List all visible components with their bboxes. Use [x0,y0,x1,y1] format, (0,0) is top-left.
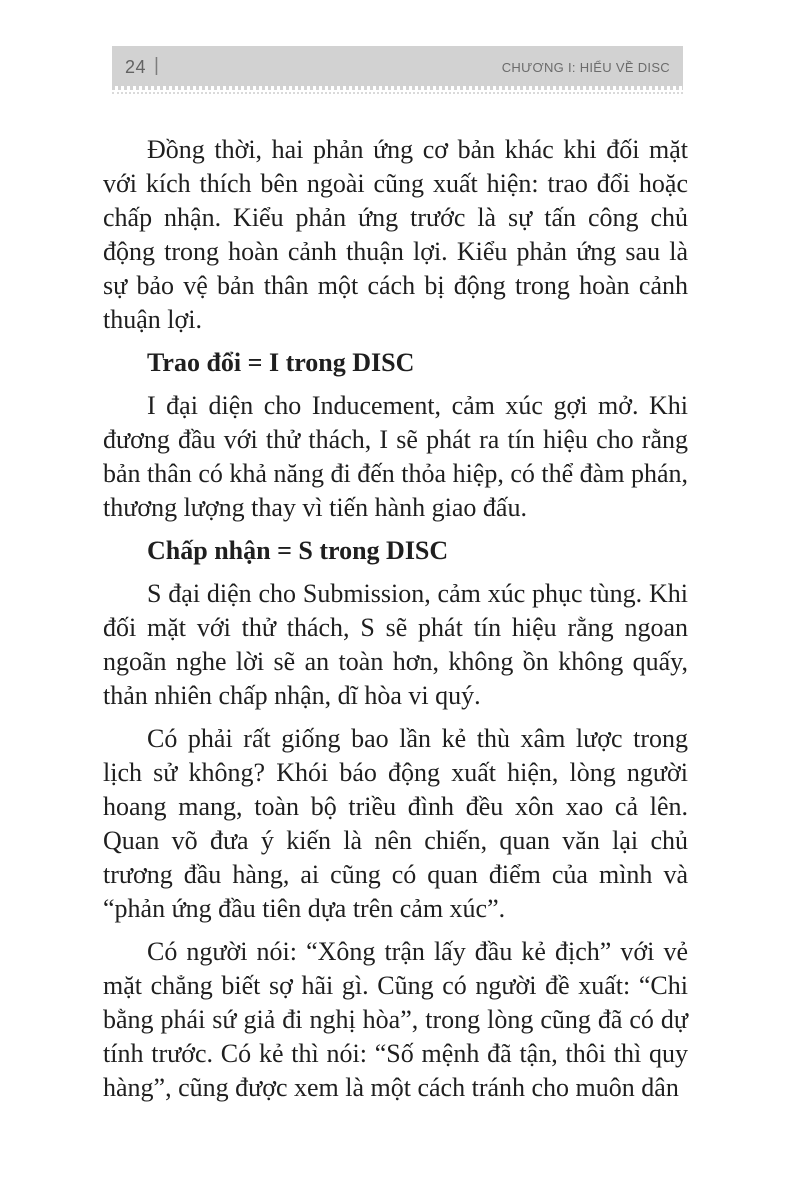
page-body [103,133,688,1114]
section-heading: Trao đổi = I trong DISC [147,348,415,377]
body-paragraph: Có phải rất giống bao lần kẻ thù xâm lược trong lịch sử không? Khói báo động xuất hiện, lòng người hoang mang, toàn bộ triều đình đều xôn xao cả lên. Quan võ đưa ý kiến là nên chiến, quan văn lại chủ trương đầu hàng, ai cũng có quan điểm của mình và “phản ứng đầu tiên dựa trên cảm xúc”. [103,724,688,923]
header-separator: | [154,55,159,76]
body-paragraph: S đại diện cho Submission, cảm xúc phục tùng. Khi đối mặt với thử thách, S sẽ phát tín hiệu rằng ngoan ngoãn nghe lời sẽ an toàn hơn, không ồn không quấy, thản nhiên chấp nhận, dĩ hòa vi quý. [103,579,688,710]
section-heading: Chấp nhận = S trong DISC [147,536,449,565]
body-paragraph: Đồng thời, hai phản ứng cơ bản khác khi đối mặt với kích thích bên ngoài cũng xuất hiện: trao đổi hoặc chấp nhận. Kiểu phản ứng trước là sự tấn công chủ động trong hoàn cảnh thuận lợi. Kiểu phản ứng sau là sự bảo vệ bản thân một cách bị động trong hoàn cảnh thuận lợi. [103,135,688,334]
body-paragraph: I đại diện cho Inducement, cảm xúc gợi mở. Khi đương đầu với thử thách, I sẽ phát ra tín hiệu cho rằng bản thân có khả năng đi đến thỏa hiệp, có thể đàm phán, thương lượng thay vì tiến hành giao đấu. [103,391,688,522]
page-header [112,46,683,86]
body-paragraph: Có người nói: “Xông trận lấy đầu kẻ địch” với vẻ mặt chẳng biết sợ hãi gì. Cũng có người đề xuất: “Chi bằng phái sứ giả đi nghị hòa”, trong lòng cũng đã có dự tính trước. Có kẻ thì nói: “Số mệnh đã tận, thôi thì quy hàng”, cũng được xem là một cách tránh cho muôn dân [103,937,688,1102]
header-dotted-line [112,92,683,94]
page-number: 24 [125,56,147,77]
header-perforated-edge [112,86,683,90]
chapter-title: CHƯƠNG I: HIỂU VỀ DISC [501,59,670,75]
